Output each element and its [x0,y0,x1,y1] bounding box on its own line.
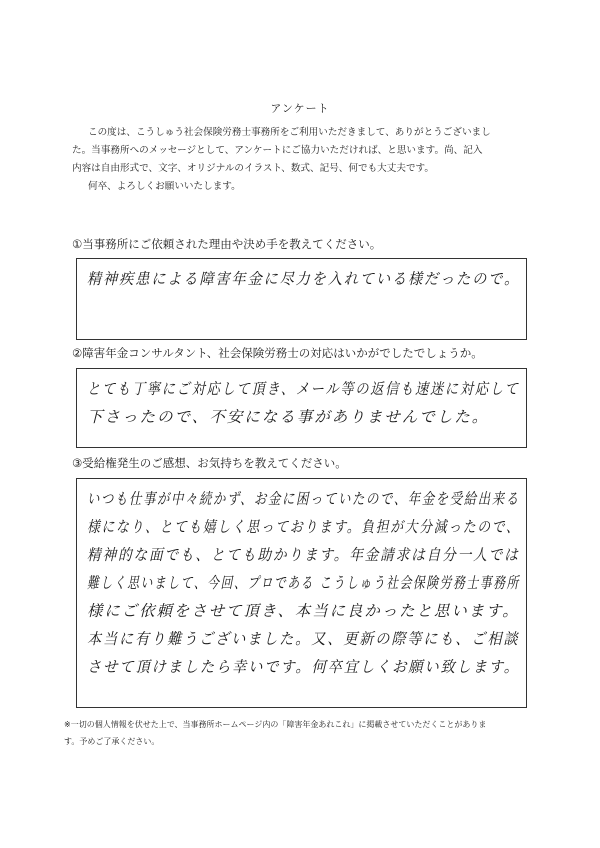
handwritten-line: 本当に有り難うございました。又、更新の際等にも、ご相談 [87,630,520,648]
handwritten-line: 精神的な面でも、とても助かります。年金請求は自分一人では [87,546,520,564]
answer-box-2 [76,368,527,448]
intro-line: 何卒、よろしくお願いいたします。 [88,181,241,192]
question-2-label: ②障害年金コンサルタント、社会保険労務士の対応はいかがでしたでしょうか。 [72,346,483,360]
intro-line: この度は、こうしゅう社会保険労務士事務所をご利用いただきまして、ありがとうございまし [88,127,491,138]
intro-line: た。当事務所へのメッセージとして、アンケートにご協力いただければ、と思います。尚、記入 [72,145,483,156]
handwritten-line: 下さったので、不安になる事がありませんでした。 [87,408,490,426]
survey-title: アンケート [270,102,330,115]
handwritten-line: 精神疾患による障害年金に尽力を入れている様だったので。 [87,270,521,288]
question-3-label: ③受給権発生のご感想、お気持ちを教えてください。 [72,456,347,470]
handwritten-line: いつも仕事が中々続かず、お金に困っていたので、年金を受給出来る [87,490,520,508]
handwritten-line: させて頂けましたら幸いです。何卒宜しくお願い致します。 [87,658,520,676]
intro-line: 内容は自由形式で、文字、オリジナルのイラスト、数式、記号、何でも大丈夫です。 [72,163,434,174]
answer-box-3 [76,478,527,708]
footnote [64,716,544,750]
answer-box-1 [76,258,527,340]
footnote-line: ※一切の個人情報を伏せた上で、当事務所ホームページ内の「障害年金あれこれ」に掲載させていただくことがありま [64,720,487,729]
footnote-line: す。予めご了承ください。 [64,737,160,746]
handwritten-line: 難しく思いまして、今回、プロである こうしゅう社会保険労務士事務所 [87,574,520,592]
handwritten-line: とても丁寧にご対応して頂き、メール等の返信も速迷に対応して [87,380,520,398]
intro-text [72,124,542,196]
question-1-label: ①当事務所にご依頼された理由や決め手を教えてください。 [72,237,382,251]
handwritten-line: 様になり、とても嬉しく思っております。負担が大分減ったので、 [87,518,521,536]
handwritten-line: 様にご依頼をさせて頂き、本当に良かったと思います。 [87,602,520,620]
